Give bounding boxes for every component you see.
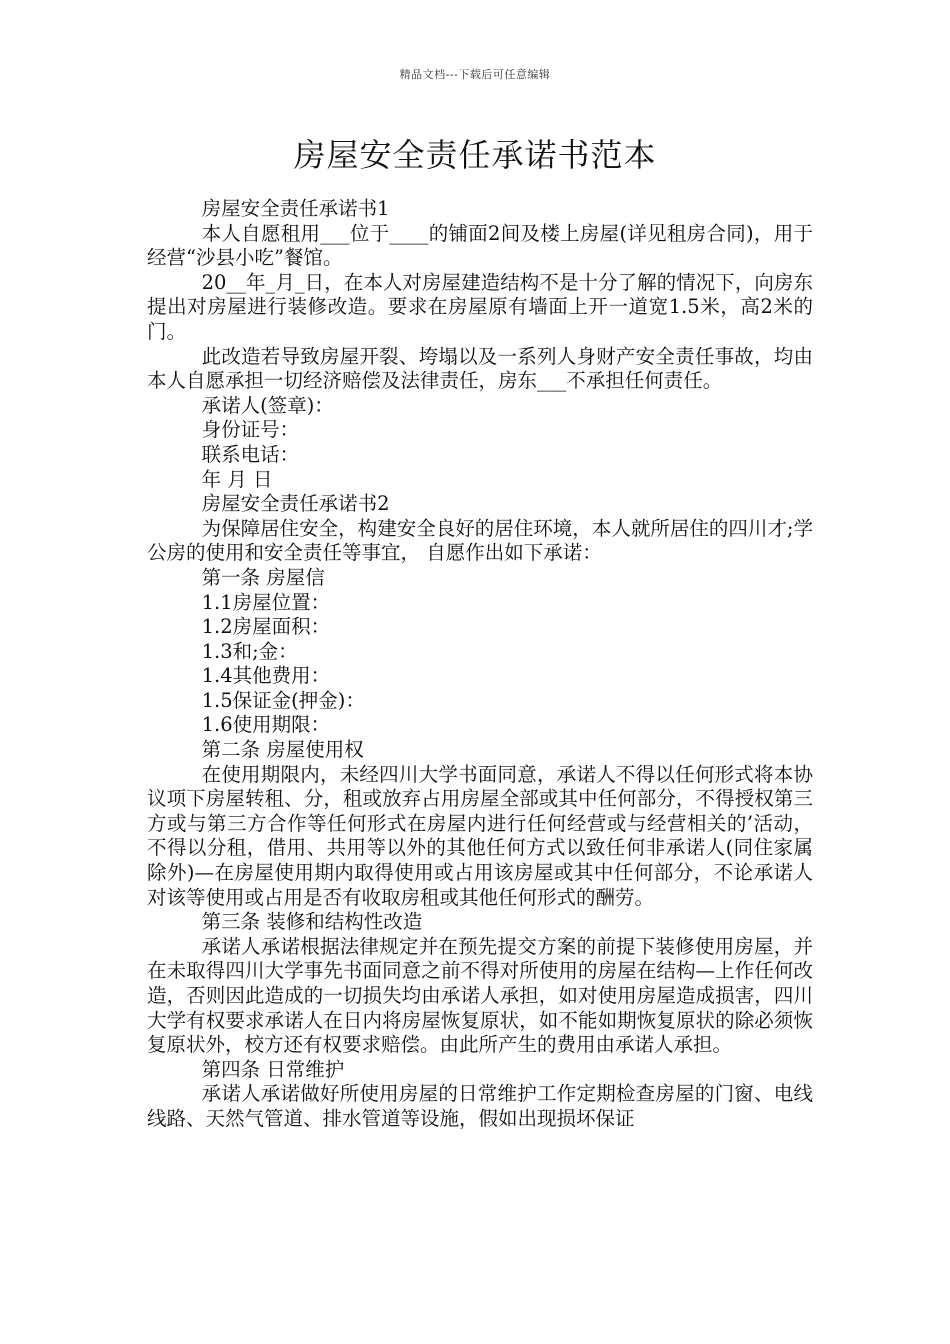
phone-line: 联系电话： — [201, 442, 300, 466]
date-line: 年 月 日 — [201, 467, 273, 491]
paragraph: 为保障居住安全，构建安全良好的居住环境，本人就所居住的四川才;学公房的使用和安全责任等事宜， 自愿作出如下承诺： — [147, 516, 813, 565]
list-item: 1.3和;金： — [201, 639, 298, 663]
paragraph: 本人自愿租用___位于____的铺面2间及楼上房屋(详见租房合同)，用于经营“沙县小吃”餐馆。 — [147, 221, 813, 270]
list-item: 1.4其他费用： — [201, 664, 331, 688]
document-body — [147, 197, 813, 1132]
paragraph: 承诺人承诺根据法律规定并在预先提交方案的前提下装修使用房屋，并在未取得四川大学事先书面同意之前不得对所使用的房屋在结构—上作任何改造，否则因此造成的一切损失均由承诺人承担，如对使用房屋造成损害，四川大学有权要求承诺人在日内将房屋恢复原状，如不能如期恢复原状的除必须恢复原状外，校方还有权要求赔偿。由此所产生的费用由承诺人承担。 — [147, 934, 813, 1057]
header-note: 精品文档---下载后可任意编辑 — [399, 68, 551, 81]
paragraph: 20__年_月_日，在本人对房屋建造结构不是十分了解的情况下，向房东提出对房屋进行装修改造。要求在房屋原有墙面上开一道宽1.5米，高2米的门。 — [147, 270, 813, 343]
document-title: 房屋安全责任承诺书范本 — [293, 136, 657, 174]
paragraph: 在使用期限内，未经四川大学书面同意，承诺人不得以任何形式将本协议项下房屋转租、分，租或放弃占用房屋全部或其中任何部分，不得授权第三方或与第三方合作等任何形式在房屋内进行任何经营或与经营相关的’活动，不得以分租，借用、共用等以外的其他任何方式以致任何非承诺人(同住家属除外)—在房屋使用期内取得使用或占用该房屋或其中任何部分，不论承诺人对该等使用或占用是否有收取房租或其他任何形式的酬劳。 — [147, 762, 813, 909]
article-heading: 第三条 装修和结构性改造 — [201, 910, 423, 934]
section-heading: 房屋安全责任承诺书2 — [201, 492, 390, 516]
list-item: 1.5保证金(押金)： — [201, 688, 365, 712]
id-number-line: 身份证号： — [201, 418, 300, 442]
article-heading: 第二条 房屋使用权 — [201, 738, 364, 762]
article-heading: 第四条 日常维护 — [201, 1057, 345, 1081]
list-item: 1.1房屋位置： — [201, 590, 331, 614]
list-item: 1.2房屋面积： — [201, 615, 331, 639]
list-item: 1.6使用期限： — [201, 713, 331, 737]
signature-line: 承诺人(签章)： — [201, 393, 334, 417]
paragraph: 承诺人承诺做好所使用房屋的日常维护工作定期检查房屋的门窗、电线线路、天然气管道、排水管道等设施，假如出现损坏保证 — [147, 1082, 813, 1130]
article-heading: 第一条 房屋信 — [201, 565, 325, 589]
section-heading: 房屋安全责任承诺书1 — [201, 197, 390, 220]
paragraph: 此改造若导致房屋开裂、垮塌以及一系列人身财产安全责任事故，均由本人自愿承担一切经济赔偿及法律责任，房东___不承担任何责任。 — [147, 344, 813, 393]
